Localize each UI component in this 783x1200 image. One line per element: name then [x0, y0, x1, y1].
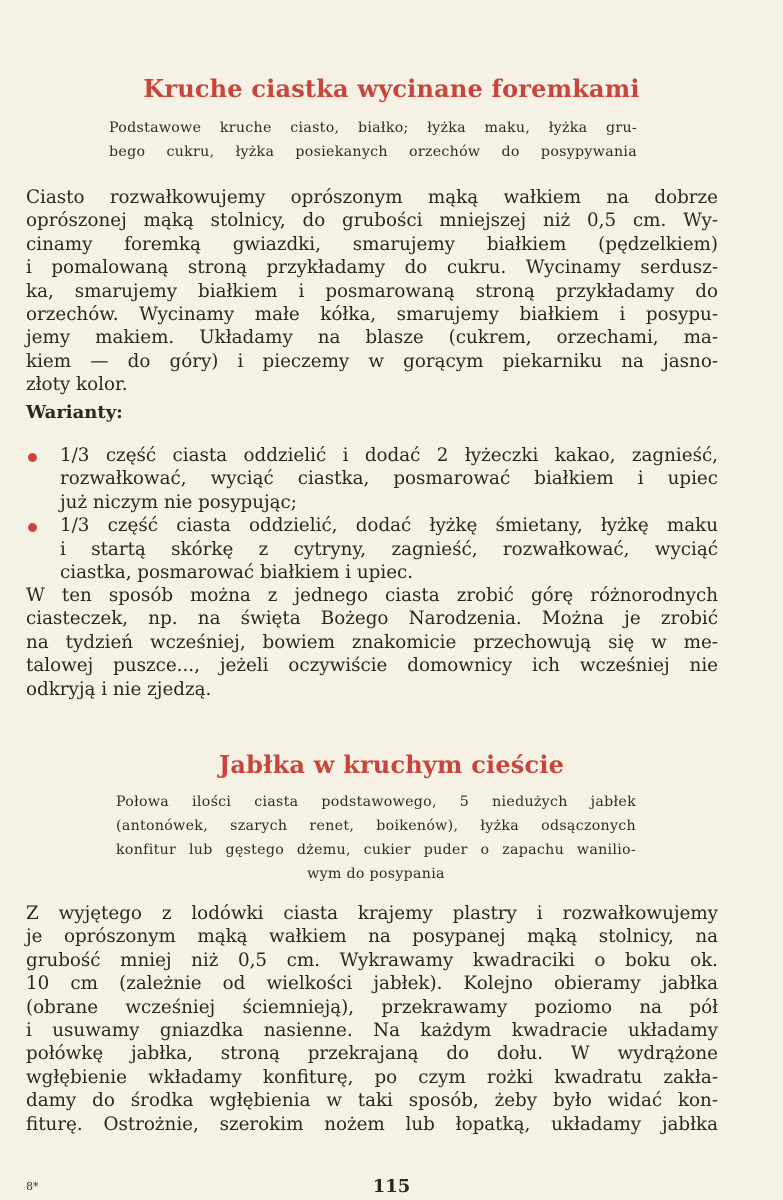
ingredients-line: Podstawowe kruche ciasto, białko; łyżka maku, łyżka gru- [109, 120, 637, 136]
ingredients-cookies [109, 116, 637, 164]
body-line: oprószonej mąką stolnicy, do grubości mniejszej niż 0,5 cm. Wy- [26, 210, 718, 232]
signature-mark: 8* [26, 1180, 39, 1193]
body-line: kiem — do góry) i pieczemy w gorącym piekarniku na jasno- [26, 350, 718, 372]
body-line: i usuwamy gniazdka nasienne. Na każdym kwadracie układamy [26, 1020, 718, 1042]
body-line: Ciasto rozwałkowujemy oprószonym mąką wałkiem na dobrze [26, 187, 718, 208]
variant-line: ciastka, posmarować białkiem i upiec. [60, 562, 414, 584]
body-line: wgłębienie wkładamy konfiturę, po czym rożki kwadratu zakła- [26, 1066, 718, 1088]
body-line: ciasteczek, np. na święta Bożego Narodzenia. Można je zrobić [26, 608, 718, 630]
body-line: cinamy foremką gwiazdki, smarujemy białkiem (pędzelkiem) [26, 233, 718, 255]
body-line: jemy makiem. Układamy na blasze (cukrem, orzechami, ma- [26, 327, 718, 349]
ingredients-line: Połowa ilości ciasta podstawowego, 5 niedużych jabłek [116, 794, 636, 810]
body-line: (obrane wcześniej ściemnieją), przekrawamy poziomo na pół [26, 996, 718, 1018]
body-line: talowej puszce..., jeżeli oczywiście domownicy ich wcześniej nie [26, 655, 718, 677]
body-line: fiturę. Ostrożnie, szerokim nożem lub łopatką, układamy jabłka [26, 1113, 718, 1135]
body-line: złoty kolor. [26, 374, 128, 396]
ingredients-apples [116, 790, 636, 886]
body-line: grubość mniej niż 0,5 cm. Wykrawamy kwadraciki o boku ok. [26, 949, 718, 971]
body-line: damy do środka wgłębienia w taki sposób, żeby było widać kon- [26, 1090, 718, 1112]
body-line: i pomalowaną stroną przykładamy do cukru. Wycinamy serdusz- [26, 257, 718, 279]
bullet-dot-icon [28, 453, 37, 462]
body-line: Z wyjętego z lodówki ciasta krajemy plastry i rozwałkowujemy [26, 903, 718, 924]
recipe-title-cookies: Kruche ciastka wycinane foremkami [143, 74, 640, 103]
bullet-dot-icon [28, 523, 37, 532]
body-line: odkryją i nie zjedzą. [26, 678, 212, 700]
variant-line: rozwałkować, wyciąć ciastka, posmarować białkiem i upiec [60, 468, 718, 490]
ingredients-line: bego cukru, łyżka posiekanych orzechów do posypywania [109, 144, 637, 160]
instructions-cookies [26, 186, 718, 397]
variant-line: 1/3 część ciasta oddzielić i dodać 2 łyżeczki kakao, zagnieść, [60, 445, 718, 466]
variants-list [26, 444, 718, 584]
closing-paragraph-cookies [26, 584, 718, 701]
page-number: 115 [372, 1176, 411, 1197]
body-line: ka, smarujemy białkiem i posmarowaną stroną przykładamy do [26, 280, 718, 302]
body-line: połówkę jabłka, stroną przekrajaną do dołu. W wydrążone [26, 1043, 718, 1065]
variant-line: i startą skórkę z cytryny, zagnieść, rozwałkować, wyciąć [60, 538, 718, 560]
variant-item [26, 514, 718, 584]
body-line: orzechów. Wycinamy małe kółka, smarujemy białkiem i posypu- [26, 304, 718, 326]
ingredients-line: (antonówek, szarych renet, boikenów), łyżka odsączonych [116, 818, 636, 834]
variant-line: już niczym nie posypując; [60, 491, 297, 513]
recipe-title-apples: Jabłka w kruchym cieście [218, 750, 565, 779]
body-line: je oprószonym mąką wałkiem na posypanej mąką stolnicy, na [26, 926, 718, 948]
body-line: 10 cm (zależnie od wielkości jabłek). Kolejno obieramy jabłka [26, 973, 718, 995]
ingredients-line: konfitur lub gęstego dżemu, cukier puder o zapachu wanilio- [116, 842, 636, 858]
variant-line: 1/3 część ciasta oddzielić, dodać łyżkę śmietany, łyżkę maku [60, 515, 718, 537]
body-line: na tydzień wcześniej, bowiem znakomicie przechowują się w me- [26, 631, 718, 653]
variant-item [26, 444, 718, 514]
variants-heading: Warianty: [26, 402, 123, 423]
ingredients-line: wym do posypania [307, 866, 445, 882]
body-line: W ten sposób można z jednego ciasta zrobić górę różnorodnych [26, 585, 718, 606]
instructions-apples [26, 902, 718, 1136]
